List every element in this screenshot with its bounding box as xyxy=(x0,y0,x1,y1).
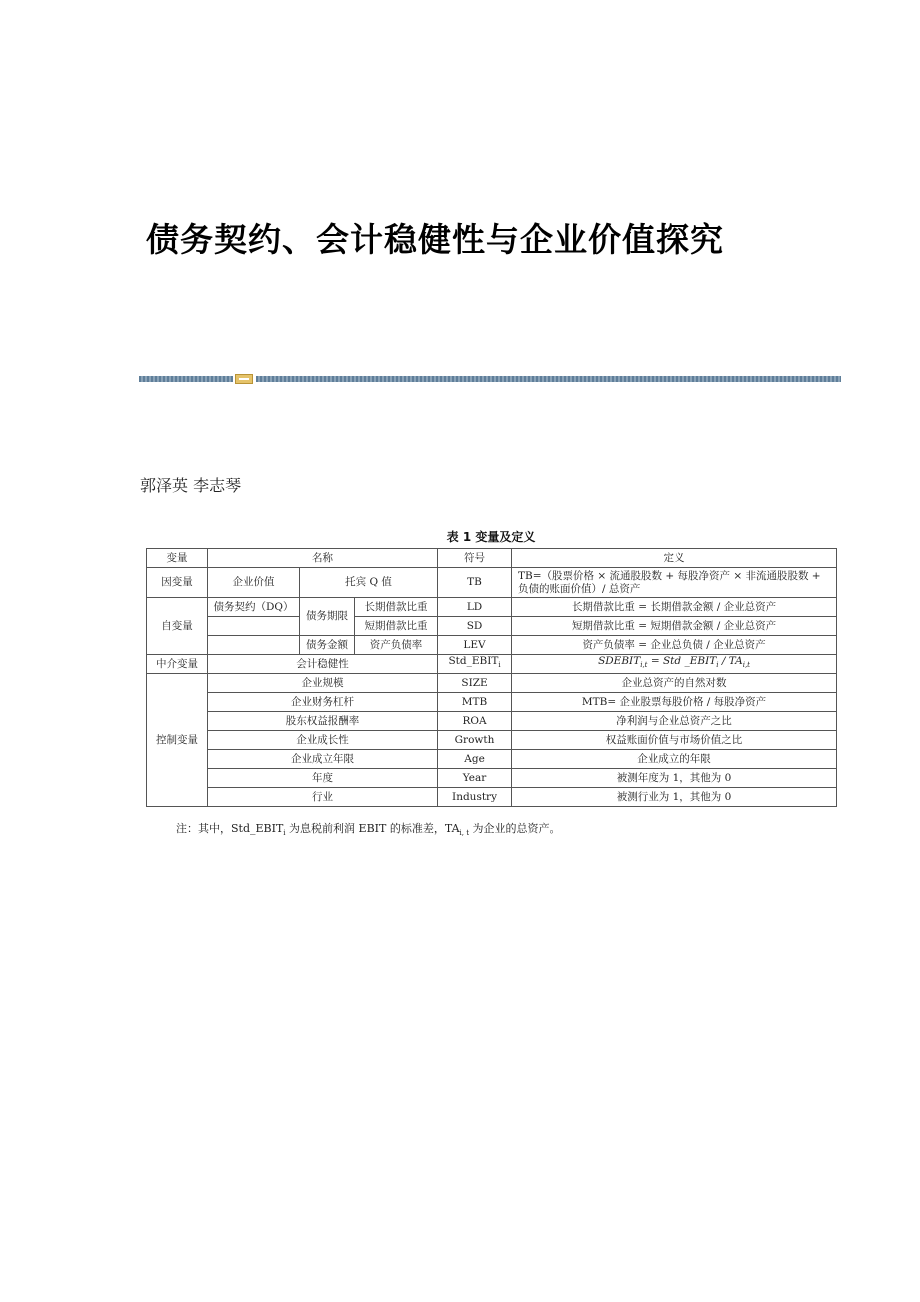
table-caption: 表 1 变量及定义 xyxy=(446,530,536,544)
cell-symbol: Year xyxy=(438,769,512,788)
group-mediator: 中介变量 xyxy=(147,655,208,674)
cell-symbol: $Std\_EBIT_i$ xyxy=(438,655,512,674)
header-symbol: 符号 xyxy=(438,549,512,568)
cell-debt-amount: 债务金额 xyxy=(300,636,355,655)
cell-symbol: ROA xyxy=(438,712,512,731)
cell-symbol: TB xyxy=(438,568,512,598)
cell-subname: 托宾 Q 值 xyxy=(300,568,438,598)
cell-symbol: SD xyxy=(438,617,512,636)
cell-symbol: SIZE xyxy=(438,674,512,693)
cell-definition: 权益账面价值与市场价值之比 xyxy=(512,731,837,750)
cell-name: 企业成长性 xyxy=(208,731,438,750)
table-row xyxy=(147,712,837,731)
cell-name: 企业成立年限 xyxy=(208,750,438,769)
cell-name: 企业财务杠杆 xyxy=(208,693,438,712)
table-row xyxy=(147,568,837,598)
cell-name: 企业价值 xyxy=(208,568,300,598)
table-note: 注：其中，$Std\_EBIT_i$ 为息税前利润 EBIT 的标准差，$TA_{i, t}$ 为企业的总资产。 xyxy=(176,822,561,838)
table-row xyxy=(147,655,837,674)
table-row xyxy=(147,674,837,693)
cell-debt-contract: 债务契约（DQ） xyxy=(208,598,300,617)
article-title: 债务契约、会计稳健性与企业价值探究 xyxy=(146,220,724,259)
cell-definition: 企业成立的年限 xyxy=(512,750,837,769)
cell-name: 短期借款比重 xyxy=(355,617,438,636)
table-row xyxy=(147,598,837,617)
cell-symbol: MTB xyxy=(438,693,512,712)
table-row xyxy=(147,769,837,788)
cell-debt-term: 债务期限 xyxy=(300,598,355,636)
cell-symbol: LEV xyxy=(438,636,512,655)
cell-name: 股东权益报酬率 xyxy=(208,712,438,731)
cell-definition: 被测行业为 1，其他为 0 xyxy=(512,788,837,807)
cell-definition: 净利润与企业总资产之比 xyxy=(512,712,837,731)
cell-definition: 短期借款比重 = 短期借款金额 / 企业总资产 xyxy=(512,617,837,636)
header-variable: 变量 xyxy=(147,549,208,568)
table-row xyxy=(147,731,837,750)
cell-symbol: Industry xyxy=(438,788,512,807)
table-row xyxy=(147,788,837,807)
article-authors: 郭泽英 李志琴 xyxy=(140,476,242,495)
table-header-row xyxy=(147,549,837,568)
cell-definition: 资产负债率 = 企业总负债 / 企业总资产 xyxy=(512,636,837,655)
cell-name: 会计稳健性 xyxy=(208,655,438,674)
cell-empty xyxy=(208,636,300,655)
cell-name: 年度 xyxy=(208,769,438,788)
table-row xyxy=(147,617,837,636)
cell-definition: 企业总资产的自然对数 xyxy=(512,674,837,693)
title-divider xyxy=(139,374,841,384)
cell-definition: 长期借款比重 = 长期借款金额 / 企业总资产 xyxy=(512,598,837,617)
cell-symbol: Age xyxy=(438,750,512,769)
cell-symbol: Growth xyxy=(438,731,512,750)
cell-empty xyxy=(208,617,300,636)
group-control: 控制变量 xyxy=(147,674,208,807)
cell-name: 长期借款比重 xyxy=(355,598,438,617)
cell-definition: TB=（股票价格 × 流通股股数 + 每股净资产 × 非流通股股数 + 负债的账面价值）/ 总资产 xyxy=(512,568,837,598)
header-definition: 定义 xyxy=(512,549,837,568)
header-name: 名称 xyxy=(208,549,438,568)
cell-definition-formula: $SDEBIT_{i,t}$ = Std $\_EBIT_i / TA_{i,t}$ xyxy=(512,655,837,674)
cell-definition: 被测年度为 1，其他为 0 xyxy=(512,769,837,788)
cell-name: 行业 xyxy=(208,788,438,807)
cell-symbol: LD xyxy=(438,598,512,617)
group-independent: 自变量 xyxy=(147,598,208,655)
cell-name: 资产负债率 xyxy=(355,636,438,655)
cell-definition: MTB= 企业股票每股价格 / 每股净资产 xyxy=(512,693,837,712)
group-dependent: 因变量 xyxy=(147,568,208,598)
table-row xyxy=(147,693,837,712)
cell-name: 企业规模 xyxy=(208,674,438,693)
table-row xyxy=(147,750,837,769)
divider-bar-left xyxy=(139,376,233,382)
variables-table xyxy=(146,548,837,807)
table-row xyxy=(147,636,837,655)
divider-emblem-icon xyxy=(235,374,253,384)
divider-bar-right xyxy=(256,376,841,382)
